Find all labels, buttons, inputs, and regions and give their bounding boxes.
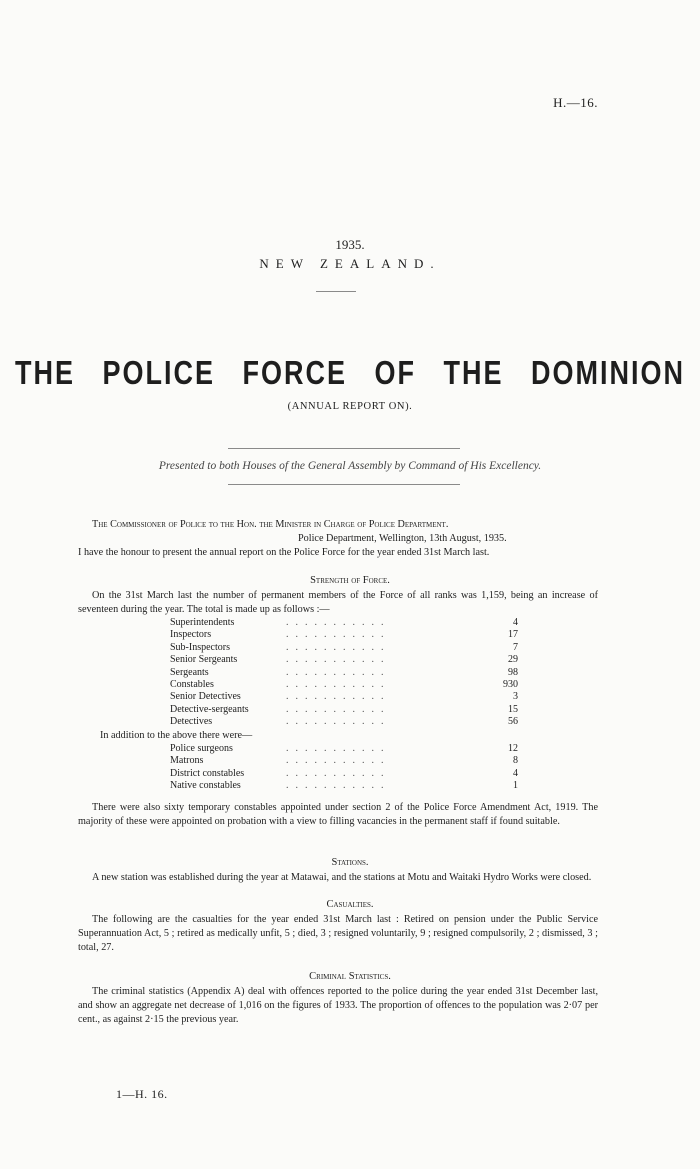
rank-name: Police surgeons (170, 743, 233, 754)
leader-dots: ........... (286, 780, 391, 792)
rank-name: Senior Detectives (170, 691, 241, 703)
leader-dots: ........... (286, 666, 391, 678)
leader-dots: ........... (286, 654, 391, 666)
rank-row (170, 780, 518, 792)
presented-line: Presented to both Houses of the General Assembly by Command of His Excellency. (158, 460, 542, 472)
addition-line: In addition to the above there were— (100, 730, 253, 741)
rank-count: 98 (508, 666, 518, 678)
rank-name: Sub-Inspectors (170, 641, 230, 653)
rank-row (170, 629, 518, 641)
ranks-table (170, 617, 518, 729)
rank-count: 12 (508, 743, 518, 754)
rank-count: 1 (513, 780, 518, 792)
divider-top (228, 448, 460, 449)
rank-name: Sergeants (170, 666, 209, 678)
rank-row (170, 654, 518, 666)
report-subtitle: (ANNUAL REPORT ON). (287, 401, 413, 412)
rank-count: 4 (513, 617, 518, 628)
rank-row (170, 755, 518, 767)
criminal-text: The criminal statistics (Appendix A) deal with offences reported to the police during the year ended 31st December last, and show an aggregate net decrease of 1,016 on the figures of 1933. The proportion of offences to the population was 2·07 per cent., as against 2·15 the previous year. (78, 986, 598, 1025)
criminal-paragraph (78, 985, 598, 1027)
rank-row (170, 667, 518, 679)
casualties-text: The following are the casualties for the year ended 31st March last : Retired on pension under the Public Service Superannuation Act, 5 ; retired as medically unfit, 5 ; died, 3 ; resigned voluntarily, 9 ; resigned compulsorily, 2 ; dismissed, 3 ; total, 27. (78, 914, 598, 953)
rank-name: Superintendents (170, 617, 235, 628)
rank-count: 56 (508, 716, 518, 728)
rank-name: Constables (170, 678, 214, 690)
rank-name: Native constables (170, 780, 241, 792)
short-divider (316, 291, 356, 292)
criminal-heading: Criminal Statistics. (309, 971, 391, 982)
strength-text: On the 31st March last the number of permanent members of the Force of all ranks was 1,159, being an increase of seventeen during the year. The total is made up as follows :— (78, 590, 598, 615)
leader-dots: ........... (286, 755, 391, 767)
strength-heading: Strength of Force. (310, 575, 390, 586)
additional-table (170, 743, 518, 793)
leader-dots: ........... (286, 691, 391, 703)
rank-row (170, 679, 518, 691)
leader-dots: ........... (286, 703, 391, 715)
leader-dots: ........... (286, 767, 391, 779)
leader-dots: ........... (286, 743, 391, 754)
rank-name: Inspectors (170, 629, 212, 641)
stations-text: A new station was established during the year at Matawai, and the stations at Motu and Waitaki Hydro Works were closed. (92, 872, 592, 883)
leader-dots: ........... (286, 641, 391, 653)
stations-heading: Stations. (331, 857, 369, 868)
rank-name: Matrons (170, 755, 204, 767)
rank-row (170, 704, 518, 716)
rank-name: Senior Sergeants (170, 654, 238, 666)
leader-dots: ........... (286, 716, 391, 728)
leader-dots: ........... (286, 678, 391, 690)
leader-dots: ........... (286, 617, 391, 628)
country-heading: NEW ZEALAND. (259, 256, 441, 271)
temporary-text: There were also sixty temporary constables appointed under section 2 of the Police Force Amendment Act, 1919. The majority of these were appointed on probation with a view to filling vacancies in the permanent staff if found suitable. (78, 802, 598, 827)
rank-row (170, 743, 518, 755)
rank-row (170, 716, 518, 728)
rank-count: 7 (513, 641, 518, 653)
rank-count: 930 (503, 678, 518, 690)
letter-intro (78, 546, 598, 560)
stations-paragraph (78, 871, 598, 885)
rank-count: 3 (513, 691, 518, 703)
signature-mark: 1—H. 16. (116, 1087, 168, 1101)
rank-row (170, 642, 518, 654)
intro-text: I have the honour to present the annual report on the Police Force for the year ended 31st March last. (78, 547, 490, 558)
rank-count: 15 (508, 703, 518, 715)
strength-paragraph (78, 589, 598, 617)
temporary-paragraph (78, 801, 598, 829)
rank-name: Detectives (170, 716, 213, 728)
rank-name: Detective-sergeants (170, 703, 249, 715)
casualties-heading: Casualties. (326, 899, 374, 910)
report-year: 1935. (335, 237, 365, 252)
rank-count: 8 (513, 755, 518, 767)
divider-bottom (228, 484, 460, 485)
rank-name: District constables (170, 767, 245, 779)
leader-dots: ........... (286, 629, 391, 641)
rank-count: 29 (508, 654, 518, 666)
page-reference: H.—16. (553, 95, 598, 110)
letter-address: The Commissioner of Police to the Hon. the Minister in Charge of Police Department. (92, 519, 449, 530)
letter-department: Police Department, Wellington, 13th August, 1935. (298, 533, 507, 544)
report-title: THE POLICE FORCE OF THE DOMINION (14, 354, 685, 392)
rank-row (170, 691, 518, 703)
casualties-paragraph (78, 913, 598, 955)
rank-count: 17 (508, 629, 518, 641)
rank-row (170, 768, 518, 780)
rank-count: 4 (513, 767, 518, 779)
rank-row (170, 617, 518, 629)
